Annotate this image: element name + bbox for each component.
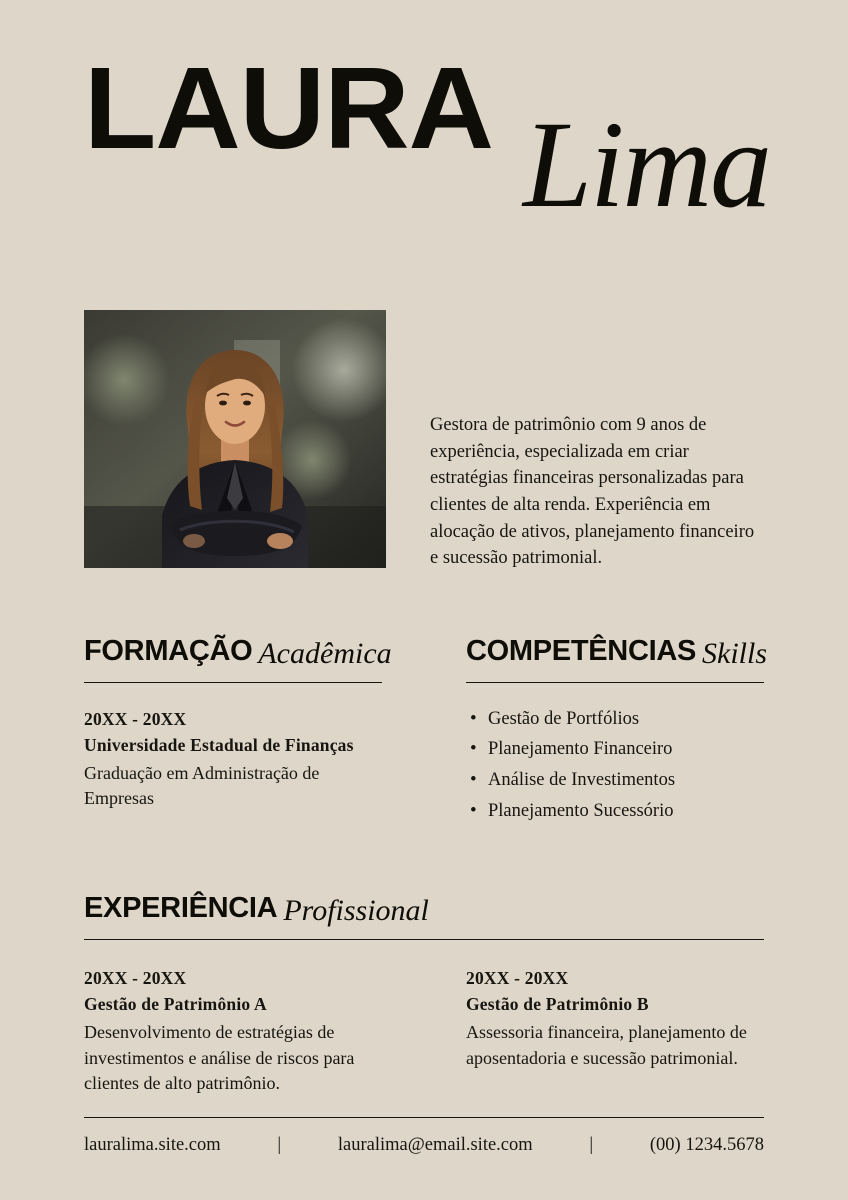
experience-role: Gestão de Patrimônio A: [84, 994, 267, 1015]
skills-divider: [466, 682, 764, 683]
website-link[interactable]: lauralima.site.com: [84, 1135, 221, 1155]
mid-columns: [84, 634, 768, 829]
list-item: • Planejamento Sucessório: [466, 799, 764, 824]
email-link[interactable]: lauralima@email.site.com: [337, 1135, 533, 1155]
first-name: LAURA: [84, 43, 493, 173]
experience-columns: [84, 942, 764, 1097]
experience-dates: 20XX - 20XX: [84, 968, 187, 989]
list-item: • Planejamento Financeiro: [466, 737, 764, 762]
portrait-photo: [84, 310, 386, 568]
education-entry: [84, 709, 382, 812]
experience-description: Assessoria financeira, planejamento de aposentadoria e sucessão patrimonial.: [466, 1022, 747, 1068]
experience-heading-script: Profissional: [283, 894, 429, 928]
experience-role: Gestão de Patrimônio B: [466, 994, 649, 1015]
experience-entry: [84, 942, 382, 1097]
profile-summary: Gestora de patrimônio com 9 anos de experiência, especializada em criar estratégias financeiras personalizadas para clientes de alta renda. Experiência em alocação de ativos, planejamento financeiro e sucessão patrimonial.: [430, 415, 755, 569]
education-heading: [84, 634, 392, 670]
experience-dates: 20XX - 20XX: [466, 968, 569, 989]
experience-section: [84, 891, 764, 1097]
footer-divider: [84, 1117, 764, 1118]
footer: [84, 1117, 764, 1156]
skills-list: [466, 707, 764, 823]
experience-entry: [466, 942, 764, 1097]
experience-heading-main: EXPERIÊNCIA: [84, 892, 278, 925]
list-item: • Gestão de Portfólios: [466, 707, 764, 732]
education-heading-main: FORMAÇÃO: [84, 634, 253, 667]
phone-number[interactable]: (00) 1234.5678: [649, 1135, 764, 1155]
portrait-image: [84, 310, 386, 568]
footer-separator: |: [277, 1135, 282, 1155]
name-header: [84, 0, 770, 286]
education-divider: [84, 682, 382, 683]
contact-row: [84, 1135, 764, 1156]
experience-description: Desenvolvimento de estratégias de investimentos e análise de riscos para clientes de alto patrimônio.: [84, 1022, 355, 1094]
skills-heading-script: Skills: [702, 636, 768, 670]
skills-heading-main: COMPETÊNCIAS: [466, 634, 697, 667]
education-dates: 20XX - 20XX: [84, 708, 187, 729]
education-institution: Universidade Estadual de Finanças: [84, 734, 354, 755]
intro-section: [84, 310, 764, 572]
last-name: Lima: [523, 96, 770, 233]
skills-section: [466, 634, 768, 829]
education-heading-script: Acadêmica: [258, 636, 392, 670]
footer-separator: |: [589, 1135, 594, 1155]
experience-heading: [84, 891, 764, 928]
education-section: [84, 634, 392, 829]
list-item: • Análise de Investimentos: [466, 768, 764, 793]
education-description: Graduação em Administração de Empresas: [84, 762, 320, 809]
experience-divider: [84, 939, 764, 940]
skills-heading: [466, 634, 768, 670]
